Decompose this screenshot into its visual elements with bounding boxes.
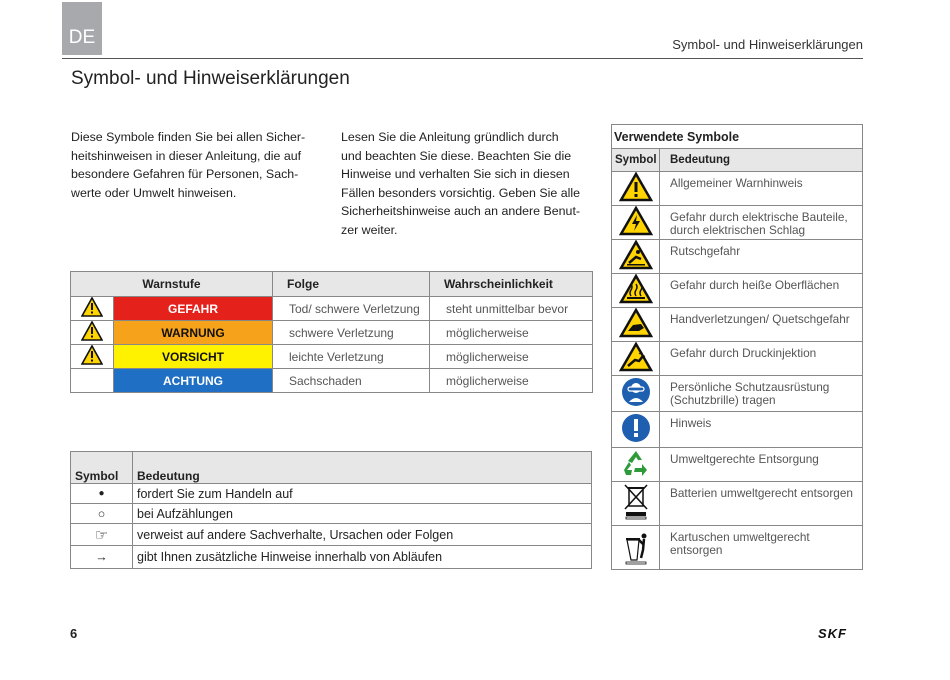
empty-icon-cell	[71, 369, 114, 393]
symbol-legend-table	[70, 451, 592, 569]
text-line: zer weiter.	[341, 222, 398, 237]
text-line: Umweltgerechte Entsorgung	[670, 452, 819, 466]
probability-cell: steht unmittelbar bevor	[430, 297, 593, 321]
circle-icon: ○	[71, 504, 133, 524]
text-line: durch elektrischen Schlag	[670, 223, 806, 237]
info-notice-icon	[612, 412, 660, 448]
text-line: Sicherheitshinweise auch an andere Benut-	[341, 204, 581, 218]
header-warnstufe: Warnstufe	[71, 272, 273, 297]
text-line: Hinweise und verhalten Sie sich in diesen	[341, 167, 570, 181]
meaning-cell	[660, 448, 863, 482]
table-row	[71, 546, 592, 569]
skf-logo: SKF	[818, 626, 847, 641]
table-row	[612, 412, 863, 448]
bullet-icon: ●	[71, 484, 133, 504]
recycling-icon	[612, 448, 660, 482]
table-row	[612, 526, 863, 570]
table-row	[612, 448, 863, 482]
header-symbol: Symbol	[71, 452, 133, 484]
battery-disposal-icon	[612, 482, 660, 526]
warning-triangle-icon	[71, 345, 114, 369]
table-row	[71, 369, 593, 393]
used-symbols-table	[611, 124, 863, 570]
warning-triangle-icon	[71, 321, 114, 345]
meaning-cell	[660, 482, 863, 526]
table-row	[71, 297, 593, 321]
text-line: werte oder Umwelt hinweisen.	[71, 185, 237, 200]
text-line: Hinweis	[670, 416, 712, 430]
hand-crush-icon	[612, 308, 660, 342]
text-line: Batterien umweltgerecht entsorgen	[670, 486, 853, 500]
meaning-cell: fordert Sie zum Handeln auf	[133, 484, 592, 504]
cartridge-disposal-icon	[612, 526, 660, 570]
text-line: (Schutzbrille) tragen	[670, 393, 776, 407]
table-row	[612, 342, 863, 376]
text-line: Allgemeiner Warnhinweis	[670, 176, 803, 190]
probability-cell: möglicherweise	[430, 345, 593, 369]
meaning-cell: gibt Ihnen zusätzliche Hinweise innerhalb von Abläufen	[133, 546, 592, 569]
table-row	[612, 308, 863, 342]
meaning-cell: verweist auf andere Sachverhalte, Ursachen oder Folgen	[133, 524, 592, 546]
probability-cell: möglicherweise	[430, 369, 593, 393]
header-folge: Folge	[273, 272, 430, 297]
table-row	[612, 482, 863, 526]
table-row	[612, 376, 863, 412]
page-title: Symbol- und Hinweiserklärungen	[71, 68, 350, 89]
electric-hazard-icon	[612, 206, 660, 240]
meaning-cell	[660, 308, 863, 342]
text-line: Persönliche Schutzausrüstung	[670, 380, 830, 394]
language-label: DE	[68, 27, 96, 48]
meaning-cell	[660, 274, 863, 308]
meaning-cell: bei Aufzählungen	[133, 504, 592, 524]
safety-goggles-icon	[612, 376, 660, 412]
pressure-injection-icon	[612, 342, 660, 376]
table-row	[71, 504, 592, 524]
warning-levels-table	[70, 271, 593, 393]
meaning-cell	[660, 240, 863, 274]
text-line: Handverletzungen/ Quetschgefahr	[670, 312, 850, 326]
text-line: Kartuschen umweltgerecht	[670, 530, 810, 544]
header-wahrscheinlichkeit: Wahrscheinlichkeit	[430, 272, 593, 297]
text-line: Gefahr durch elektrische Bauteile,	[670, 210, 848, 224]
table-row	[612, 240, 863, 274]
table-row	[71, 345, 593, 369]
table-row	[612, 206, 863, 240]
arrow-right-icon: →	[71, 546, 133, 569]
text-line: Rutschgefahr	[670, 244, 741, 258]
text-line: Gefahr durch Druckinjektion	[670, 346, 817, 360]
consequence-cell: schwere Verletzung	[273, 321, 430, 345]
general-warning-icon	[612, 172, 660, 206]
level-achtung: ACHTUNG	[114, 369, 273, 393]
hot-surface-icon	[612, 274, 660, 308]
intro-paragraph-2	[341, 128, 591, 239]
header-symbol: Symbol	[612, 149, 660, 172]
text-line: und beachten Sie diese. Beachten Sie die	[341, 148, 572, 163]
running-header: Symbol- und Hinweiserklärungen	[672, 37, 863, 52]
probability-cell: möglicherweise	[430, 321, 593, 345]
meaning-cell	[660, 342, 863, 376]
table-row	[71, 321, 593, 345]
warning-triangle-icon	[71, 297, 114, 321]
page-number: 6	[70, 626, 78, 641]
language-tab	[62, 2, 102, 55]
intro-paragraph-1	[71, 128, 316, 202]
slip-hazard-icon	[612, 240, 660, 274]
meaning-cell	[660, 206, 863, 240]
text-line: entsorgen	[670, 543, 723, 557]
text-line: besondere Gefahren für Personen, Sach-	[71, 167, 299, 181]
meaning-cell	[660, 526, 863, 570]
consequence-cell: Tod/ schwere Verletzung	[273, 297, 430, 321]
header-bedeutung: Bedeutung	[660, 149, 863, 172]
pointing-hand-icon: ☞	[71, 524, 133, 546]
text-line: Gefahr durch heiße Oberflächen	[670, 278, 840, 292]
meaning-cell	[660, 172, 863, 206]
consequence-cell: leichte Verletzung	[273, 345, 430, 369]
header-bedeutung: Bedeutung	[133, 452, 592, 484]
text-line: heitshinweisen in dieser Anleitung, die auf	[71, 148, 302, 163]
table-row	[612, 274, 863, 308]
header-rule	[62, 58, 863, 59]
text-line: Lesen Sie die Anleitung gründlich durch	[341, 130, 559, 144]
text-line: Fällen besonders vorsichtig. Geben Sie alle	[341, 185, 580, 200]
level-gefahr: GEFAHR	[114, 297, 273, 321]
table-row	[612, 172, 863, 206]
consequence-cell: Sachschaden	[273, 369, 430, 393]
table-row	[71, 524, 592, 546]
meaning-cell	[660, 376, 863, 412]
level-warnung: WARNUNG	[114, 321, 273, 345]
used-symbols-caption: Verwendete Symbole	[612, 125, 863, 149]
level-vorsicht: VORSICHT	[114, 345, 273, 369]
text-line: Diese Symbole finden Sie bei allen Sicher-	[71, 130, 306, 144]
table-row	[71, 484, 592, 504]
meaning-cell	[660, 412, 863, 448]
